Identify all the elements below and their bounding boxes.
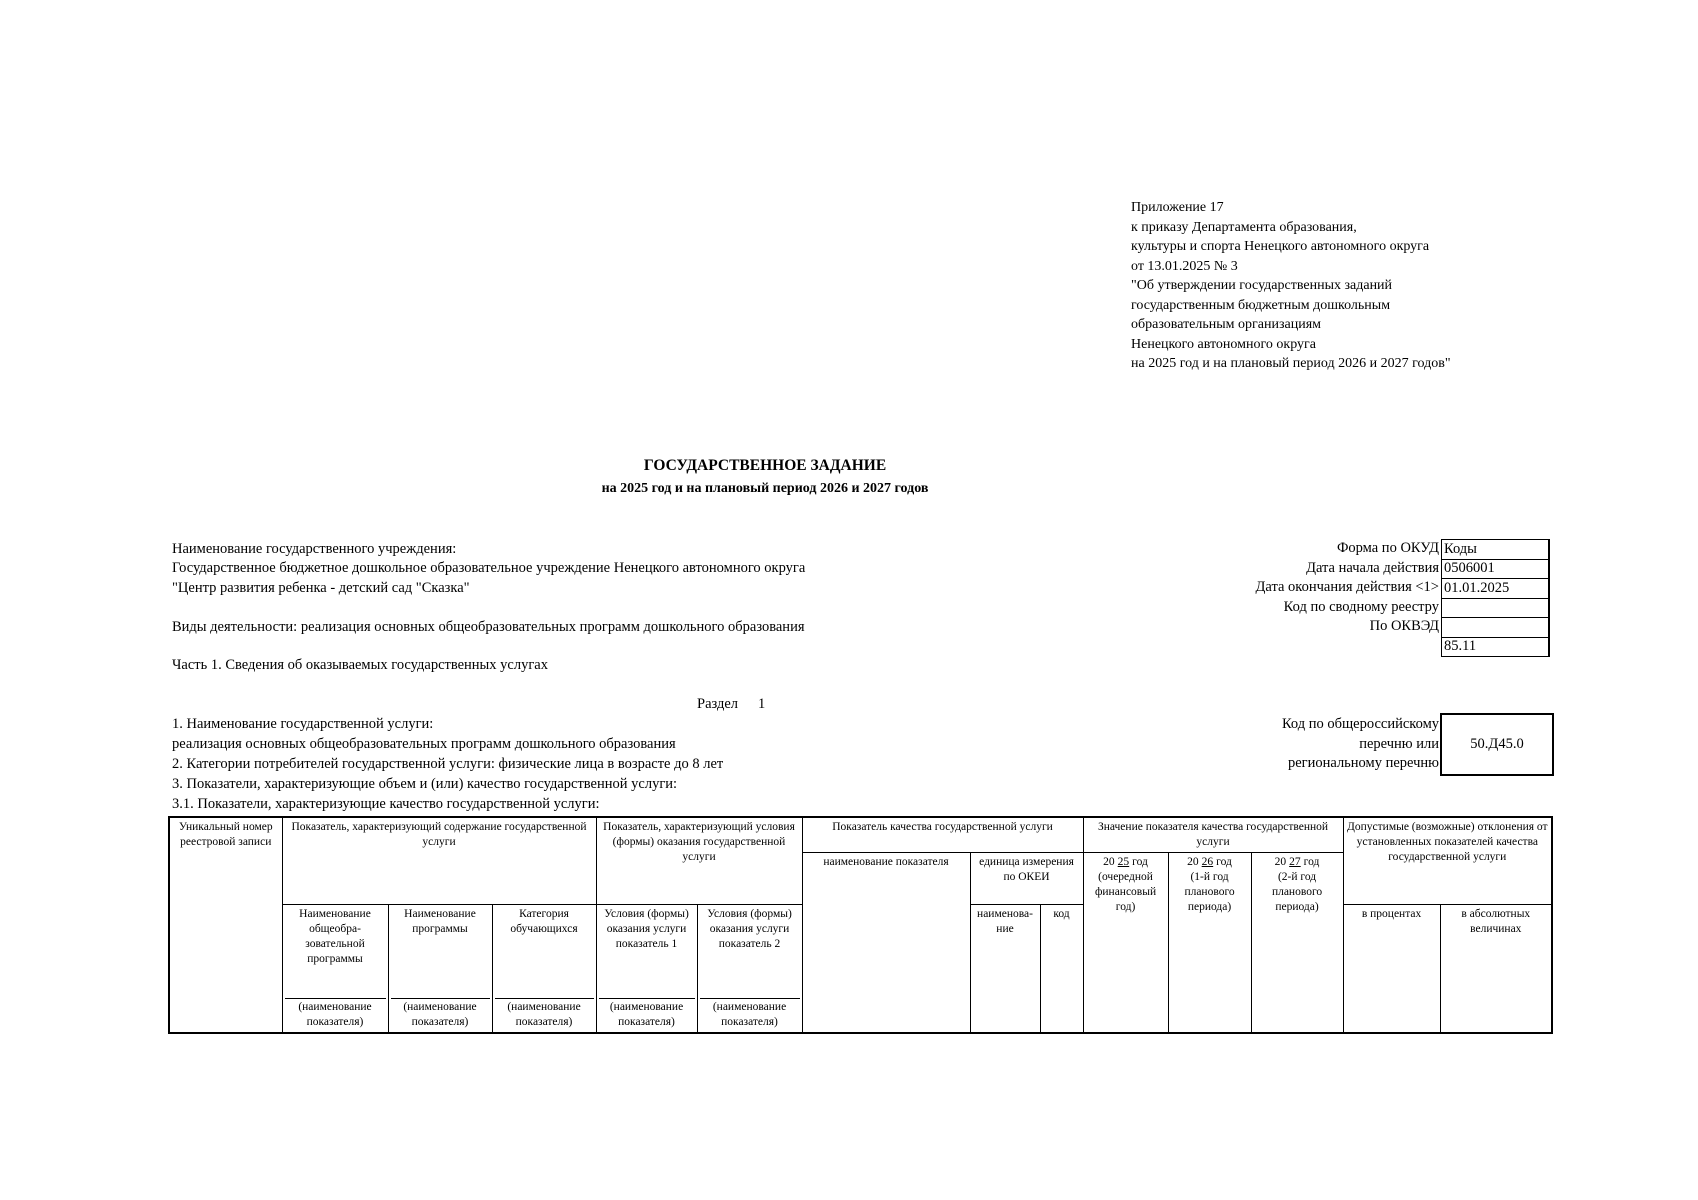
header-in-percent: в процентах bbox=[1343, 904, 1440, 1033]
header-program: Наименование программы bbox=[388, 904, 492, 996]
section-heading bbox=[697, 696, 765, 713]
section-label: Раздел bbox=[697, 696, 739, 712]
header-quality-group: Показатель качества государственной услуги bbox=[802, 817, 1083, 852]
quality-indicators-table bbox=[168, 816, 1553, 1034]
header-unit-name: наименова-ние bbox=[970, 904, 1040, 1033]
placeholder-indicator: (наименование показателя) bbox=[596, 996, 697, 1033]
header-unit-code: код bbox=[1040, 904, 1083, 1033]
codes-header: Коды bbox=[1442, 540, 1550, 560]
year-plan-1-note: (1-й год планового периода) bbox=[1184, 870, 1235, 913]
document-subtitle: на 2025 год и на плановый период 2026 и 2027 годов bbox=[601, 481, 929, 496]
service-indicators: 3. Показатели, характеризующие объем и (или) качество государственной услуги: bbox=[172, 776, 678, 792]
header-condition-2: Условия (формы) оказания услуги показатель 2 bbox=[697, 904, 802, 996]
part-1-heading: Часть 1. Сведения об оказываемых государственных услугах bbox=[172, 657, 548, 673]
codes-value-registry bbox=[1442, 618, 1550, 638]
header-year-plan-2: 20 27 год (2-й год планового периода) bbox=[1251, 852, 1343, 1033]
registry-code-box bbox=[1440, 713, 1554, 776]
header-unit: единица измерения по ОКЕИ bbox=[970, 852, 1083, 904]
registry-code: 50.Д45.0 bbox=[1470, 736, 1524, 752]
appendix-line: к приказу Департамента образования, bbox=[1131, 219, 1357, 235]
appendix-line: Ненецкого автономного округа bbox=[1131, 336, 1316, 352]
placeholder-indicator: (наименование показателя) bbox=[492, 996, 596, 1033]
header-content-group: Показатель, характеризующий содержание государственной услуги bbox=[282, 817, 596, 904]
year-current: 25 bbox=[1117, 855, 1130, 868]
appendix-line: на 2025 год и на плановый период 2026 и 2027 годов" bbox=[1131, 356, 1451, 371]
year-plan-2-note: (2-й год планового периода) bbox=[1271, 870, 1323, 913]
appendix-block bbox=[1131, 198, 1451, 374]
year-plan-2: 27 bbox=[1289, 855, 1301, 868]
appendix-line: образовательным организациям bbox=[1131, 317, 1321, 332]
registry-label: перечню или bbox=[1359, 735, 1439, 752]
placeholder-indicator: (наименование показателя) bbox=[388, 996, 492, 1033]
registry-label: Код по общероссийскому bbox=[1281, 716, 1439, 732]
placeholder-indicator: (наименование показателя) bbox=[697, 996, 802, 1033]
header-program-type: Наименование общеобра-зовательной программы bbox=[282, 904, 388, 996]
year-plan-1: 26 bbox=[1201, 855, 1214, 868]
placeholder-indicator: (наименование показателя) bbox=[282, 996, 388, 1033]
codes-value-okved: 85.11 bbox=[1442, 637, 1550, 657]
appendix-line: от 13.01.2025 № 3 bbox=[1131, 258, 1238, 274]
registry-labels bbox=[1200, 715, 1439, 774]
codes-label: Дата окончания действия <1> bbox=[1255, 579, 1439, 595]
appendix-line: Приложение 17 bbox=[1131, 200, 1224, 215]
codes-value-okud: 0506001 bbox=[1442, 559, 1550, 579]
codes-label: Форма по ОКУД bbox=[1336, 540, 1439, 556]
codes-value-end-date bbox=[1442, 598, 1550, 618]
codes-value-start-date: 01.01.2025 bbox=[1442, 579, 1550, 599]
institution-label: Наименование государственного учреждения: bbox=[172, 541, 457, 557]
header-conditions-group: Показатель, характеризующий условия (формы) оказания государственной услуги bbox=[596, 817, 802, 904]
service-consumers: 2. Категории потребителей государственной услуги: физические лица в возрасте до 8 лет bbox=[172, 756, 724, 772]
appendix-line: культуры и спорта Ненецкого автономного округа bbox=[1131, 239, 1430, 254]
section-number: 1 bbox=[758, 696, 766, 712]
institution-name-line-1: Государственное бюджетное дошкольное образовательное учреждение Ненецкого автономного округа bbox=[172, 560, 806, 576]
header-indicator-name: наименование показателя bbox=[802, 852, 970, 1033]
service-name-label: 1. Наименование государственной услуги: bbox=[172, 716, 434, 732]
document-title: ГОСУДАРСТВЕННОЕ ЗАДАНИЕ bbox=[643, 457, 887, 474]
header-category: Категория обучающихся bbox=[492, 904, 596, 996]
header-unique-number: Уникальный номер реестровой записи bbox=[169, 817, 282, 1033]
registry-label: региональному перечню bbox=[1287, 755, 1439, 771]
header-deviation-group: Допустимые (возможные) отклонения от установленных показателей качества государственной услуги bbox=[1343, 817, 1552, 904]
header-condition-1: Условия (формы) оказания услуги показатель 1 bbox=[596, 904, 697, 996]
appendix-line: "Об утверждении государственных заданий bbox=[1131, 278, 1393, 293]
appendix-line: государственным бюджетным дошкольным bbox=[1131, 297, 1391, 313]
header-value-group: Значение показателя качества государственной услуги bbox=[1083, 817, 1343, 852]
institution-name-line-2: "Центр развития ребенка - детский сад "Сказка" bbox=[172, 580, 470, 596]
codes-label: По ОКВЭД bbox=[1369, 618, 1439, 634]
activities-line: Виды деятельности: реализация основных общеобразовательных программ дошкольного образования bbox=[172, 619, 805, 635]
codes-table bbox=[1441, 539, 1550, 657]
service-quality: 3.1. Показатели, характеризующие качество государственной услуги: bbox=[172, 796, 600, 812]
header-in-absolute: в абсолютных величинах bbox=[1440, 904, 1552, 1033]
service-name: реализация основных общеобразовательных программ дошкольного образования bbox=[172, 736, 676, 752]
header-year-current: 20 25 год (очередной финансовый год) bbox=[1083, 852, 1168, 1033]
codes-label: Код по сводному реестру bbox=[1283, 598, 1439, 615]
year-current-note: (очередной финансовый год) bbox=[1094, 870, 1157, 913]
header-year-plan-1: 20 26 год (1-й год планового периода) bbox=[1168, 852, 1251, 1033]
codes-label: Дата начала действия bbox=[1306, 559, 1439, 576]
codes-labels bbox=[1100, 539, 1439, 637]
